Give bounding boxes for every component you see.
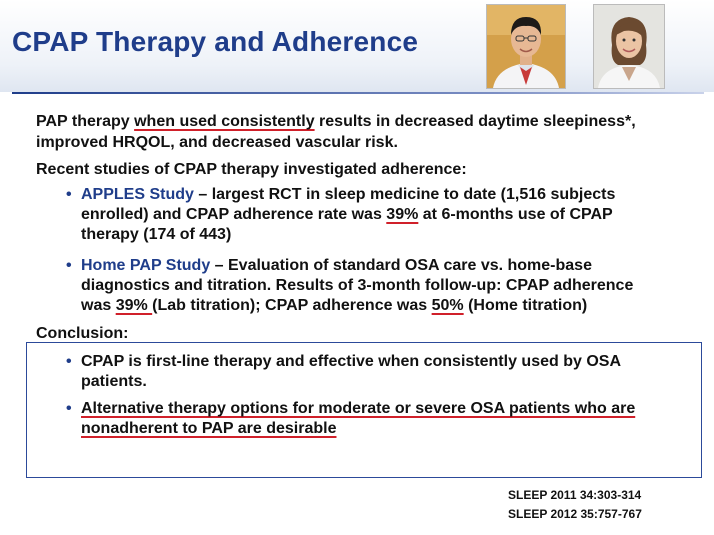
portrait-man-icon [487,5,565,88]
title-divider [12,92,704,94]
apples-line3: therapy (174 of 443) [81,226,232,243]
bullet-conclusion-alternative [66,399,635,439]
slide-title: CPAP Therapy and Adherence [12,26,419,57]
reference-1: SLEEP 2011 34:303-314 [508,488,642,502]
intro-underlined-phrase: when used consistently [134,113,315,130]
bullet-icon: • [66,186,72,203]
conclusion1-line1: CPAP is first-line therapy and effective when consistently used by OSA [81,353,621,370]
bullet-icon: • [66,400,72,417]
bullet-apples-study [66,185,615,245]
intro-text-start: PAP therapy [36,113,135,130]
presenter-photo-man [486,4,566,89]
conclusion1-line2: patients. [81,373,147,390]
homepap-line3-mid: (Lab titration); CPAP adherence was [152,297,432,314]
portrait-woman-icon [594,5,664,88]
apples-line2: enrolled) and CPAP adherence rate was [81,206,387,223]
presenter-photo-woman [593,4,665,89]
bullet-conclusion-first-line [66,352,621,392]
intro-text-end: results in decreased daytime sleepiness*, [314,113,636,130]
apples-adherence-pct: 39% [386,206,419,223]
apples-line2-end: at 6-months use of CPAP [418,206,613,223]
homepap-line1: – Evaluation of standard OSA care vs. home-base [210,257,592,274]
intro-paragraph [36,111,636,153]
homepap-lab-pct: 39% [115,297,153,314]
bullet-home-pap-study [66,256,633,316]
conclusion2-line2: nonadherent to PAP are desirable [81,420,337,437]
reference-2: SLEEP 2012 35:757-767 [508,507,642,521]
homepap-line3-end: (Home titration) [463,297,588,314]
studies-heading: Recent studies of CPAP therapy investigated adherence: [36,161,467,178]
bullet-icon: • [66,257,72,274]
bullet-icon: • [66,353,72,370]
homepap-line2: diagnostics and titration. Results of 3-month follow-up: CPAP adherence [81,277,634,294]
intro-text-line2: improved HRQOL, and decreased vascular risk. [36,134,398,151]
conclusion-heading: Conclusion: [36,325,129,342]
home-pap-study-name: Home PAP Study [81,257,211,274]
apples-line1: – largest RCT in sleep medicine to date (1,516 subjects [193,186,616,203]
homepap-line3-start: was [81,297,116,314]
conclusion2-line1: Alternative therapy options for moderate or severe OSA patients who are [81,400,636,417]
apples-study-name: APPLES Study [81,186,194,203]
homepap-home-pct: 50% [431,297,464,314]
